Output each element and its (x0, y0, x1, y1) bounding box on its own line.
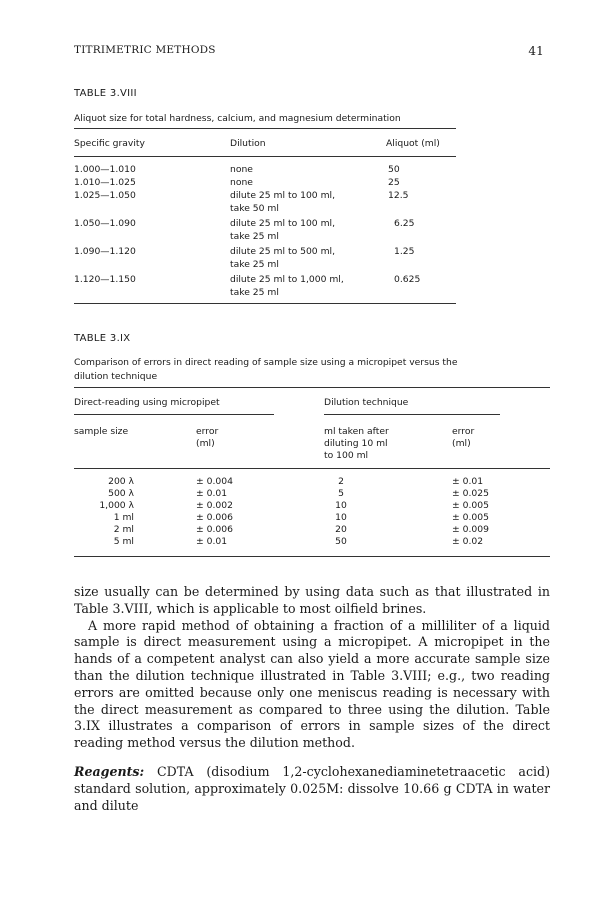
table-viii-header-rule (74, 156, 456, 157)
dilution-cell: none (230, 177, 253, 188)
subheader-ml-taken-line3: to 100 ml (324, 450, 369, 461)
running-title: TITRIMETRIC METHODS (74, 44, 216, 56)
gravity-cell: 1.010—1.025 (74, 177, 136, 188)
aliquot-cell: 1.25 (394, 246, 415, 257)
running-head (74, 44, 544, 60)
ml-taken-cell: 5 (338, 488, 344, 499)
paragraph: A more rapid method of obtaining a fraction of a milliliter of a liquid sample is direct measurement using a micropipet. A micropipet in the hands of a competent analyst can also yield a more accurate sample size than the dilution technique illustrated in Table 3.VIII; e.g., two reading errors are omitted because only one meniscus reading is necessary with the direct measurement as compared to three using the dilution. Table 3.IX illustrates a comparison of errors in sample sizes of the direct reading method versus the dilution method. (74, 617, 550, 751)
paragraph: size usually can be determined by using data such as that illustrated in Table 3.VIII, which is applicable to most oilfield brines. (74, 584, 550, 616)
body-text (74, 584, 550, 814)
table-ix-header-rule (74, 468, 550, 469)
reagents-text: CDTA (disodium 1,2-cyclohexanediaminetetraacetic acid) standard solution, approximately 0.025M: dissolve 10.66 g CDTA in water and dilute (74, 763, 550, 813)
subheader-sample-size: sample size (74, 426, 129, 437)
ml-taken-cell: 10 (335, 512, 347, 523)
aliquot-cell: 0.625 (394, 274, 421, 285)
dilution-cell-continued: take 50 ml (230, 203, 279, 214)
subheader-error-dilution-unit: (ml) (452, 438, 471, 449)
table-viii-header-gravity: Specific gravity (74, 138, 145, 149)
error-dilution-cell: ± 0.01 (452, 476, 484, 487)
sample-size-cell: 1 ml (113, 512, 134, 523)
gravity-cell: 1.090—1.120 (74, 246, 136, 257)
table-viii-caption: Aliquot size for total hardness, calcium, and magnesium determination (74, 113, 401, 124)
subheader-ml-taken: ml taken after (324, 426, 389, 437)
ml-taken-cell: 2 (338, 476, 344, 487)
subheader-error-direct-unit: (ml) (196, 438, 215, 449)
table-viii-top-rule (74, 128, 456, 129)
table-ix-bottom-rule (74, 556, 550, 557)
dilution-cell: dilute 25 ml to 100 ml, (230, 218, 335, 229)
dilution-cell: dilute 25 ml to 100 ml, (230, 190, 335, 201)
reagents-paragraph (74, 764, 550, 814)
ml-taken-cell: 20 (335, 524, 347, 535)
ml-taken-cell: 10 (335, 500, 347, 511)
gravity-cell: 1.120—1.150 (74, 274, 136, 285)
dilution-cell-continued: take 25 ml (230, 287, 279, 298)
dilution-cell-continued: take 25 ml (230, 231, 279, 242)
sample-size-cell: 500 λ (108, 488, 134, 499)
error-dilution-cell: ± 0.009 (452, 524, 489, 535)
ml-taken-cell: 50 (335, 536, 347, 547)
table-viii-header-aliquot: Aliquot (ml) (386, 138, 440, 149)
subheader-error-direct: error (196, 426, 219, 437)
group-rule-dilution (324, 414, 500, 415)
sample-size-cell: 1,000 λ (99, 500, 134, 511)
sample-size-cell: 5 ml (113, 536, 134, 547)
table-ix-caption-line: Comparison of errors in direct reading of sample size using a micropipet versus the (74, 357, 458, 368)
dilution-cell: none (230, 164, 253, 175)
gravity-cell: 1.050—1.090 (74, 218, 136, 229)
sample-size-cell: 2 ml (113, 524, 134, 535)
aliquot-cell: 50 (388, 164, 400, 175)
table-ix-top-rule (74, 387, 550, 388)
group-rule-direct (74, 414, 274, 415)
table-ix-caption (74, 356, 550, 384)
error-direct-cell: ± 0.002 (196, 500, 233, 511)
dilution-cell: dilute 25 ml to 500 ml, (230, 246, 335, 257)
error-dilution-cell: ± 0.02 (452, 536, 484, 547)
aliquot-cell: 12.5 (388, 190, 409, 201)
error-direct-cell: ± 0.004 (196, 476, 233, 487)
subheader-ml-taken-line2: diluting 10 ml (324, 438, 388, 449)
dilution-cell: dilute 25 ml to 1,000 ml, (230, 274, 344, 285)
aliquot-cell: 25 (388, 177, 400, 188)
table-ix-label: TABLE 3.IX (74, 333, 131, 344)
sample-size-cell: 200 λ (108, 476, 134, 487)
error-dilution-cell: ± 0.005 (452, 512, 489, 523)
table-viii-header-dilution: Dilution (230, 138, 266, 149)
aliquot-cell: 6.25 (394, 218, 415, 229)
gravity-cell: 1.000—1.010 (74, 164, 136, 175)
page-number: 41 (528, 44, 544, 58)
error-direct-cell: ± 0.006 (196, 524, 233, 535)
gravity-cell: 1.025—1.050 (74, 190, 136, 201)
error-direct-cell: ± 0.01 (196, 488, 228, 499)
dilution-cell-continued: take 25 ml (230, 259, 279, 270)
error-direct-cell: ± 0.006 (196, 512, 233, 523)
subheader-error-dilution: error (452, 426, 475, 437)
group-header-direct: Direct-reading using micropipet (74, 397, 220, 408)
error-dilution-cell: ± 0.025 (452, 488, 489, 499)
reagents-label: Reagents: (74, 763, 145, 779)
table-viii-bottom-rule (74, 303, 456, 304)
table-ix-caption-line: dilution technique (74, 371, 158, 382)
error-dilution-cell: ± 0.005 (452, 500, 489, 511)
group-header-dilution: Dilution technique (324, 397, 409, 408)
table-viii-label: TABLE 3.VIII (74, 88, 137, 99)
error-direct-cell: ± 0.01 (196, 536, 228, 547)
